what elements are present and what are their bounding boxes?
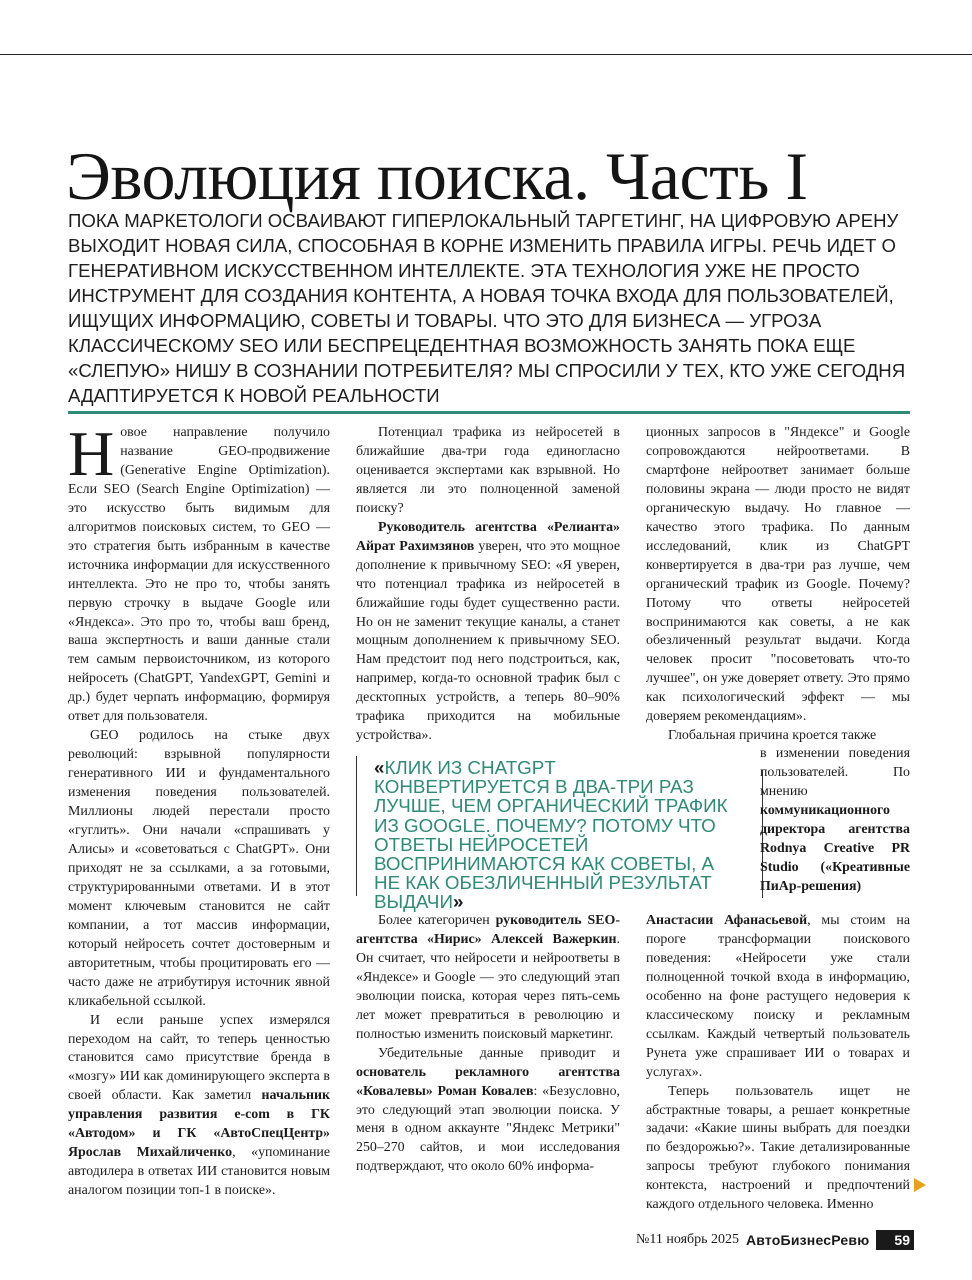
paragraph: ционных запросов в "Яндексе" и Google сопровождаются нейроответами. В смартфоне нейроответ занимает больше половины экрана — люди просто не видят органическую выдачу. Но главное — качество этого трафика. По данным исследований, клик из ChatGPT конвертируется в два-три раз лучше, чем органический трафик из Google. Почему? Потому что ответы нейросетей воспринимаются как советы, а не как обезличенный результат выдачи. Когда человек просит "посоветовать что-то лучшее", он уже доверяет ответу. Это прямо как психологический эффект — мы доверяем рекомендациям». [646,425,910,725]
expert-name: основатель рекламного агентства «Ковалевы» Роман Ковалев [356,1064,620,1099]
quote-rule-left [356,756,357,896]
paragraph: Теперь пользователь ищет не абстрактные товары, а решает конкретные задачи: «Какие шины выбрать для поездки по бездорожью?». Такие детализированные запросы требуют глубокого понимания контекста, настроений и предпочтений каждого отдельного человека. Именно [646,1083,910,1213]
pull-quote-text [374,758,734,912]
column-3 [646,424,910,746]
paragraph [68,418,330,727]
paragraph-text: уверен, что это мощное дополнение к привычному SEO: «Я уверен, что потенциал трафика из нейросетей в ближайшие годы будет существенно расти. Но он не заменит текущие каналы, а станет мощным дополнением к привычному SEO. Нам предстоит под него подстроиться, как, например, когда-то основной трафик был с десктопных устройств, а теперь 80–90% трафика приходится на мобильные устройства». [356,538,620,744]
paragraph [646,912,910,1083]
paragraph: Глобальная причина кроется также [668,728,877,744]
paragraph-text: , мы стоим на пороге трансформации поискового поведения: «Нейросети уже стали полноценной точкой входа в информацию, особенно на фоне растущего недоверия к классическому поиску и рекламным ссылкам. Каждый четвертый пользователь Рунета уже спрашивает ИИ о товарах и услугах». [646,913,910,1080]
paragraph: Потенциал трафика из нейросетей в ближайшие два-три года единогласно оценивается экспертами как взрывной. Но является ли это полноценной заменой поиску? [356,425,620,516]
column-2-continued [356,912,620,1177]
paragraph-text: И если раньше успех измерялся переходом на сайт, то теперь ценностью становится само присутствие бренда в «мозгу» ИИ как доминирующего эксперта в своей области. Как заметил [68,1012,330,1104]
quote-open-mark: « [374,757,385,778]
column-1 [68,418,330,1201]
paragraph-text: . Он считает, что нейросети и нейроответы в «Яндексе» и Google — это следующий этап эволюции поиска, которая через пять-семь лет может превратиться в революцию и полностью изменить поисковый маркетинг. [356,931,620,1042]
column-2 [356,424,620,746]
paragraph: GEO родилось на стыке двух революций: взрывной популярности генеративного ИИ и фундаментального изменения поведения пользователей. Миллионы людей перестали просто «гуглить». Они начали «спрашивать у Алисы» и «советоваться с ChatGPT». Они приходят не за ссылками, а за готовыми, структурированными ответами. И в этот момент ключевым становится не сайт компании, а тот массив информации, который нейросеть сочтет достоверным и авторитетным, чтобы процитировать его — часто даже не атрибутируя источник явной кликабельной ссылкой. [68,728,330,1009]
article-title: Эволюция поиска. Часть I [66,138,808,214]
footer-brand: АвтоБизнесРевю [746,1232,870,1248]
footer-issue: №11 ноябрь 2025 [636,1232,740,1247]
column-3-narrow [760,745,910,897]
page-number: 59 [876,1230,914,1250]
paragraph-text: Более категоричен [378,913,496,928]
expert-name: Анастасии Афанасьевой [646,913,808,928]
drop-cap: Н [68,418,115,489]
paragraph [356,912,620,1045]
top-rule [0,54,972,55]
expert-name: Руководитель агентства «Релианта» Айрат Рахимзянов [356,519,620,554]
paragraph-text: овое направление получило название GEO-продвижение (Generative Engine Optimization). Если SEO (Search Engine Optimization) — это искусство быть видимым для алгоритмов поисковых систем, то GEO — это стратегия быть избранным в качестве источника информации для искусственного интеллекта. Это не про то, чтобы занять первую строчку в выдаче Google или «Яндекса». Это про то, чтобы ваш бренд, ваша экспертность и ваши данные стали тем самым первоисточником, из которого нейросеть (ChatGPT, YandexGPT, Gemini и др.) будет черпать информацию, формируя ответ для пользователя. [68,425,330,725]
quote-body: КЛИК ИЗ CHATGPT КОНВЕРТИРУЕТСЯ В ДВА-ТРИ РАЗ ЛУЧШЕ, ЧЕМ ОРГАНИЧЕСКИЙ ТРАФИК ИЗ GOOGLE. ПОЧЕМУ? ПОТОМУ ЧТО ОТВЕТЫ НЕЙРОСЕТЕЙ ВОСПРИНИМАЮТСЯ КАК СОВЕТЫ, А НЕ КАК ОБЕЗЛИЧЕННЫЙ РЕЗУЛЬТАТ ВЫДАЧИ [374,757,728,913]
column-3-continued [646,912,910,1215]
lead-divider [68,411,910,414]
expert-name: начальник управления развития e-com в ГК «Автодом» и ГК «АвтоСпецЦентр» Ярослав Михайличенко [68,1088,330,1161]
expert-name: коммуникационного директора агентства Rodnya Creative PR Studio («Креативные ПиАр-решения) [760,802,910,894]
expert-name: руководитель SEO-агентства «Нирис» Алексей Важеркин [356,913,620,947]
paragraph [68,1012,330,1202]
pull-quote [356,752,736,913]
paragraph [356,1045,620,1178]
paragraph-text: , «упоминание автодилера в ответах ИИ становится новым аналогом позиции топ-1 в поиске». [68,1145,330,1199]
continue-arrow-icon [914,1178,926,1192]
quote-close-mark: » [452,891,464,913]
article-lead: ПОКА МАРКЕТОЛОГИ ОСВАИВАЮТ ГИПЕРЛОКАЛЬНЫЙ ТАРГЕТИНГ, НА ЦИФРОВУЮ АРЕНУ ВЫХОДИТ НОВАЯ СИЛА, СПОСОБНАЯ В КОРНЕ ИЗМЕНИТЬ ПРАВИЛА ИГРЫ. РЕЧЬ ИДЕТ О ГЕНЕРАТИВНОМ ИСКУССТВЕННОМ ИНТЕЛЛЕКТЕ. ЭТА ТЕХНОЛОГИЯ УЖЕ НЕ ПРОСТО ИНСТРУМЕНТ ДЛЯ СОЗДАНИЯ КОНТЕНТА, А НОВАЯ ТОЧКА ВХОДА ДЛЯ ПОЛЬЗОВАТЕЛЕЙ, ИЩУЩИХ ИНФОРМАЦИЮ, СОВЕТЫ И ТОВАРЫ. ЧТО ЭТО ДЛЯ БИЗНЕСА — УГРОЗА КЛАССИЧЕСКОМУ SEO ИЛИ БЕСПРЕЦЕДЕНТНАЯ ВОЗМОЖНОСТЬ ЗАНЯТЬ ПОКА ЕЩЕ «СЛЕПУЮ» НИШУ В СОЗНАНИИ ПОТРЕБИТЕЛЯ? МЫ СПРОСИЛИ У ТЕХ, КТО УЖЕ СЕГОДНЯ АДАПТИРУЕТСЯ К НОВОЙ РЕАЛЬНОСТИ [68,210,906,406]
paragraph-text: : «Безусловно, это следующий этап эволюции поиска. У меня в одном аккаунте "Яндекс Метрики" 250–270 сайтов, и мои исследования подтверждают, что около 60% информа- [356,1083,620,1175]
paragraph-text: в изменении поведения пользователей. По мнению [760,746,910,799]
paragraph-text: Убедительные данные приводит и [378,1045,620,1061]
paragraph [356,519,620,746]
